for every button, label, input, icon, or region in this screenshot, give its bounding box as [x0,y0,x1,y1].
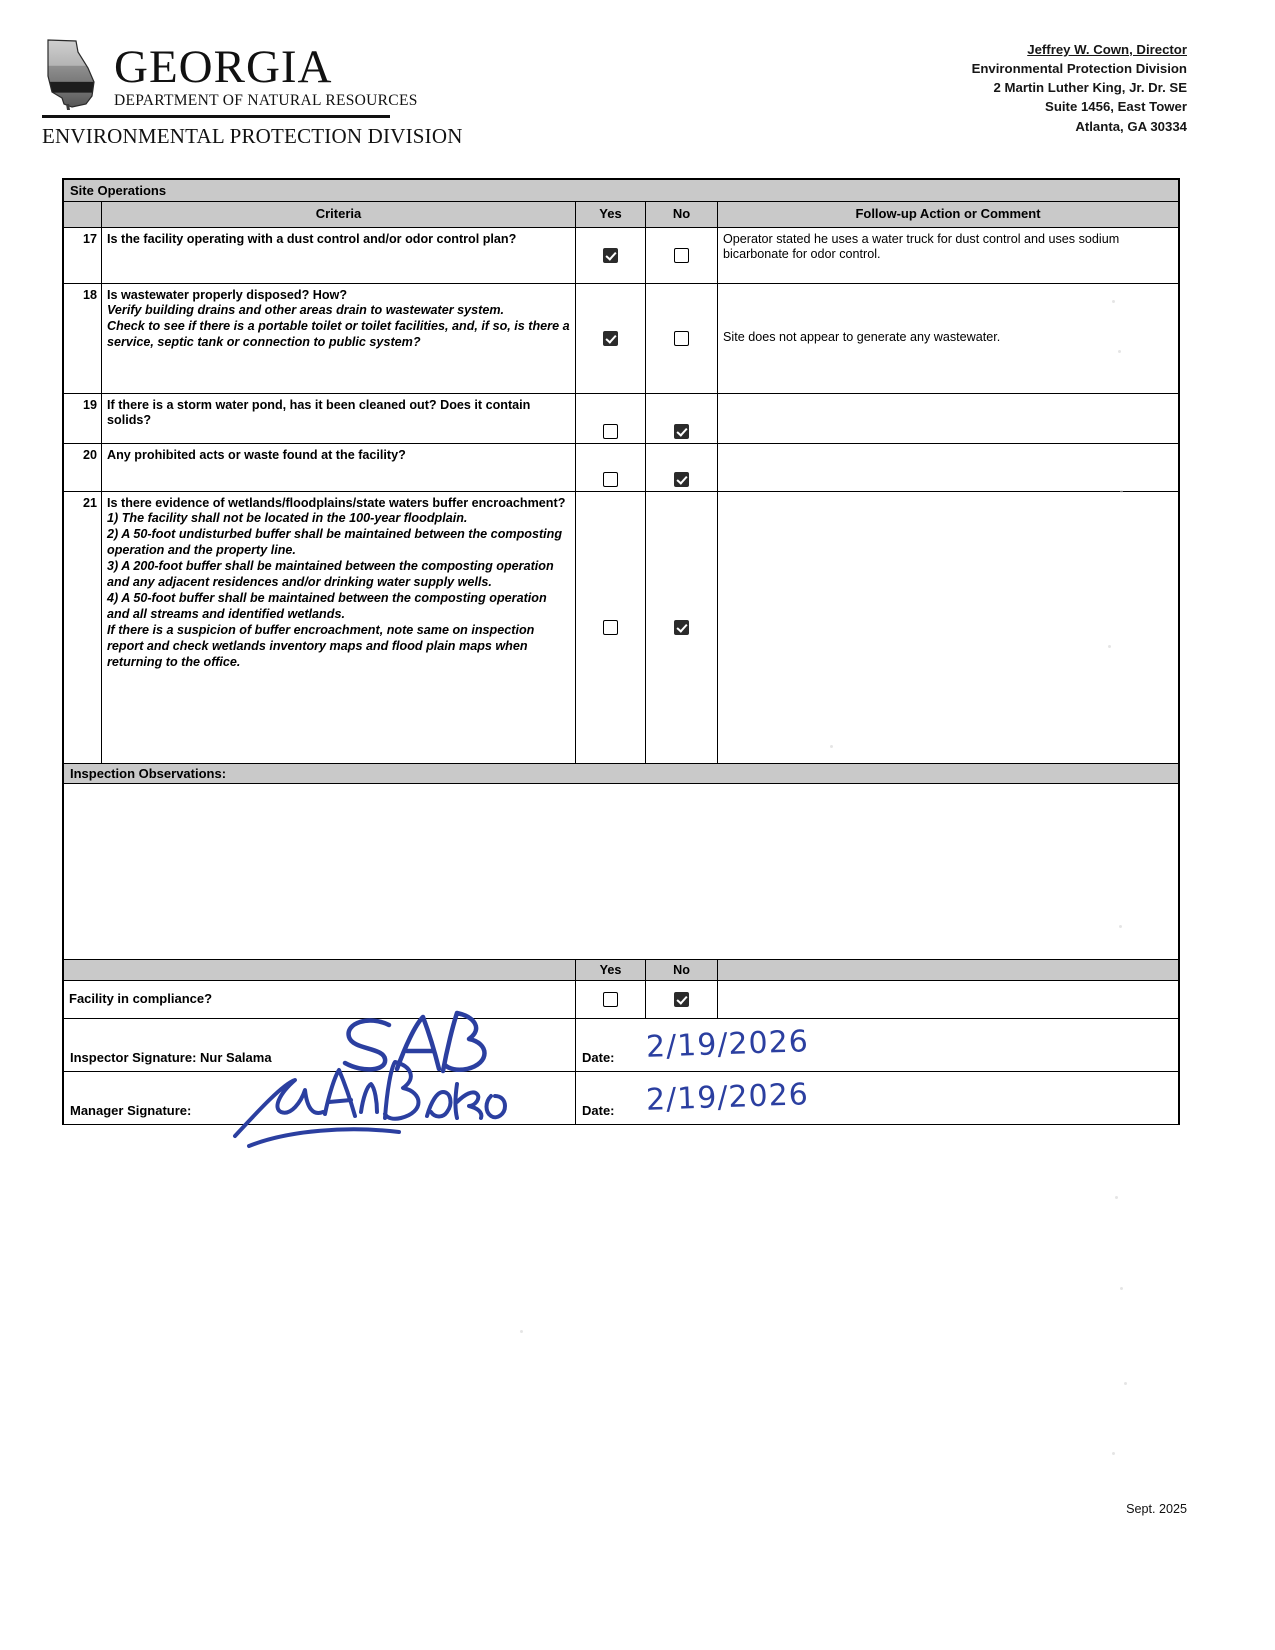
scan-artifact [1124,1382,1127,1385]
checkbox-yes[interactable] [603,248,618,263]
checkbox-yes[interactable] [603,424,618,439]
row-number: 18 [64,284,102,394]
compliance-question: Facility in compliance? [64,981,576,1019]
address-line-4: Atlanta, GA 30334 [1075,118,1187,134]
checkbox-yes[interactable] [603,472,618,487]
inspector-date-ink: 2/19/2026 [645,1024,810,1065]
checkbox-compliance-no[interactable] [674,992,689,1007]
criteria-text: Is wastewater properly disposed? How? [107,287,348,302]
row-comment[interactable] [718,394,1178,444]
inspection-form-table [62,178,1180,1125]
row-criteria [102,444,576,492]
scan-artifact [1112,1452,1115,1455]
logo-department-name: DEPARTMENT OF NATURAL RESOURCES [114,92,418,109]
row-yes-cell[interactable] [576,492,646,764]
compliance-header-row [64,960,1178,981]
manager-signature-label: Manager Signature: [64,1072,576,1124]
row-number: 17 [64,228,102,284]
checkbox-no[interactable] [674,472,689,487]
section-title-site-operations: Site Operations [64,180,1178,202]
logo-divider [42,115,390,118]
row-criteria [102,492,576,764]
criteria-text: Is there evidence of wetlands/floodplains/state waters buffer encroachment? [107,495,566,510]
compliance-blank [718,981,1178,1019]
compliance-header-blank [64,960,576,980]
criteria-subtext: 2) A 50-foot undisturbed buffer shall be maintained between the composting operation and the property line. [107,527,563,558]
compliance-no-cell[interactable] [646,981,718,1019]
manager-date-value[interactable] [640,1072,1178,1124]
table-row [64,394,1178,444]
checkbox-no[interactable] [674,331,689,346]
row-number: 19 [64,394,102,444]
logo-division-name: ENVIRONMENTAL PROTECTION DIVISION [42,124,463,148]
checkbox-no[interactable] [674,424,689,439]
column-header-number [64,202,102,228]
column-header-no: No [646,202,718,228]
scan-artifact [1119,925,1122,928]
inspection-observations-label: Inspection Observations: [64,764,1178,784]
georgia-state-outline-icon [42,38,104,110]
checkbox-yes[interactable] [603,331,618,346]
form-revision-date: Sept. 2025 [1126,1502,1187,1516]
row-yes-cell[interactable] [576,444,646,492]
scan-artifact [520,1330,523,1333]
address-line-3: Suite 1456, East Tower [1045,99,1187,115]
row-yes-cell[interactable] [576,284,646,394]
column-header-comment: Follow-up Action or Comment [718,202,1178,228]
row-no-cell[interactable] [646,394,718,444]
checkbox-yes[interactable] [603,620,618,635]
row-comment[interactable]: Site does not appear to generate any wastewater. [718,284,1178,394]
table-row [64,284,1178,394]
row-no-cell[interactable] [646,492,718,764]
compliance-header-yes: Yes [576,960,646,980]
criteria-text: Any prohibited acts or waste found at the facility? [107,447,406,462]
table-header-row [64,202,1178,228]
criteria-subtext: Check to see if there is a portable toilet or toilet facilities, and, if so, is there a service, septic tank or connection to public system? [107,319,570,350]
row-criteria [102,284,576,394]
row-comment[interactable] [718,492,1178,764]
compliance-header-blank-2 [718,960,1178,980]
scan-artifact [1108,645,1111,648]
table-row [64,444,1178,492]
scan-artifact [1112,300,1115,303]
compliance-header-no: No [646,960,718,980]
inspection-observations-area[interactable] [64,784,1178,960]
column-header-yes: Yes [576,202,646,228]
criteria-subtext: 1) The facility shall not be located in the 100-year floodplain. [107,511,468,526]
checkbox-no[interactable] [674,248,689,263]
manager-date-ink: 2/19/2026 [645,1077,810,1118]
row-criteria [102,394,576,444]
row-yes-cell[interactable] [576,394,646,444]
agency-logo [42,38,463,149]
scan-artifact [1120,490,1123,493]
row-number: 21 [64,492,102,764]
address-line-1: Environmental Protection Division [971,61,1187,77]
inspector-signature-label: Inspector Signature: Nur Salama [64,1019,576,1071]
checkbox-no[interactable] [674,620,689,635]
row-no-cell[interactable] [646,228,718,284]
checkbox-compliance-yes[interactable] [603,992,618,1007]
criteria-text: If there is a storm water pond, has it been cleaned out? Does it contain solids? [107,397,531,428]
page-header [0,0,1275,168]
criteria-text: Is the facility operating with a dust control and/or odor control plan? [107,231,517,246]
row-number: 20 [64,444,102,492]
scan-artifact [1115,1196,1118,1199]
manager-date-label: Date: [582,1102,615,1118]
row-comment[interactable] [718,444,1178,492]
table-row [64,492,1178,764]
row-criteria [102,228,576,284]
row-comment[interactable]: Operator stated he uses a water truck for dust control and uses sodium bicarbonate for odor control. [718,228,1178,284]
scan-artifact [830,745,833,748]
logo-state-name: GEORGIA [114,41,333,94]
row-no-cell[interactable] [646,444,718,492]
scan-artifact [1118,350,1121,353]
director-name: Jeffrey W. Cown, Director [1027,42,1187,57]
scan-artifact [1120,1287,1123,1290]
manager-signature-row [64,1072,1178,1125]
inspector-date-label: Date: [582,1049,615,1065]
criteria-subtext: 4) A 50-foot buffer shall be maintained between the composting operation and all streams and identified wetlands. [107,591,547,622]
address-line-2: 2 Martin Luther King, Jr. Dr. SE [993,80,1187,96]
column-header-criteria: Criteria [102,202,576,228]
criteria-subtext: If there is a suspicion of buffer encroachment, note same on inspection report and check wetlands inventory maps and flood plain maps when returning to the office. [107,623,535,670]
row-no-cell[interactable] [646,284,718,394]
row-yes-cell[interactable] [576,228,646,284]
table-row [64,228,1178,284]
compliance-row [64,981,1178,1019]
criteria-subtext: 3) A 200-foot buffer shall be maintained between the composting operation and any adjacent residences and/or drinking water supply wells. [107,559,554,590]
inspector-date-value[interactable] [640,1019,1178,1071]
criteria-subtext: Verify building drains and other areas drain to wastewater system. [107,303,505,318]
compliance-yes-cell[interactable] [576,981,646,1019]
inspector-signature-row [64,1019,1178,1072]
agency-address [972,40,1187,136]
